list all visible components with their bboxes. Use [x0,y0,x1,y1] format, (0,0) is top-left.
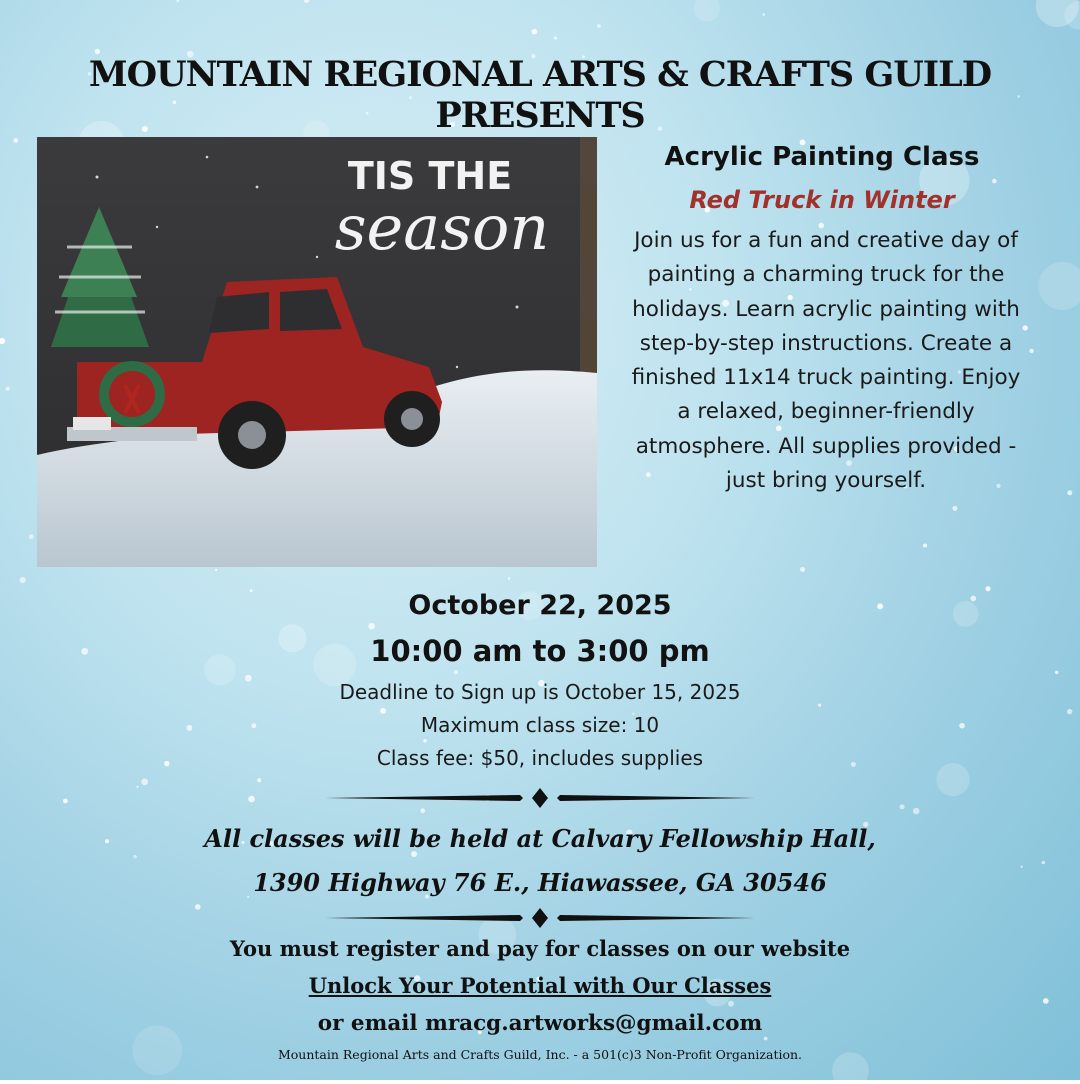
bokeh-snow-dot [133,855,136,858]
bokeh-snow-dot [959,723,965,729]
registration-note: You must register and pay for classes on our website [229,936,851,961]
bokeh-snow-dot [800,567,805,572]
bokeh-snow-dot [1029,349,1033,353]
class-fee: Class fee: $50, includes supplies [376,746,704,770]
bokeh-snow-dot [257,778,261,782]
bokeh-snow-dot [20,577,26,583]
bokeh-snow-dot [1021,866,1023,868]
bokeh-snow-dot [204,654,235,685]
bokeh-snow-dot [0,338,5,344]
bokeh-snow-dot [29,534,34,539]
bokeh-snow-dot [952,506,957,511]
max-class-size: Maximum class size: 10 [420,713,660,737]
headline: MOUNTAIN REGIONAL ARTS & CRAFTS GUILD PRESENTS [88,54,992,136]
bokeh-snow-dot [900,804,905,809]
bokeh-snow-dot [164,761,169,766]
bokeh-snow-dot [1043,998,1049,1004]
contact-email[interactable]: or email mracg.artworks@gmail.com [317,1011,763,1036]
ornamental-divider [325,906,755,930]
bokeh-snow-dot [953,601,979,627]
bokeh-snow-dot [215,569,217,571]
bokeh-snow-dot [923,544,927,548]
bokeh-snow-dot [81,648,88,655]
bokeh-snow-dot [304,0,310,3]
bokeh-snow-dot [195,904,201,910]
bokeh-snow-dot [851,762,856,767]
bokeh-snow-dot [913,808,920,815]
bokeh-snow-dot [6,387,10,391]
bokeh-snow-dot [597,24,601,28]
bokeh-snow-dot [970,596,976,602]
painting-text-top: TIS THE [347,154,513,198]
bokeh-snow-dot [454,670,458,674]
bokeh-snow-dot [877,603,883,609]
bokeh-snow-dot [992,179,997,184]
bokeh-snow-dot [1067,490,1072,495]
bokeh-snow-dot [1038,262,1080,310]
bokeh-snow-dot [1042,861,1045,864]
bokeh-snow-dot [1067,709,1072,714]
course-title: Acrylic Painting Class [664,142,980,172]
bokeh-snow-dot [186,725,192,731]
bokeh-snow-dot [14,138,19,143]
bokeh-snow-dot [728,1001,734,1007]
bokeh-snow-dot [554,37,557,40]
bokeh-snow-dot [763,13,766,16]
bokeh-snow-dot [694,0,721,22]
signup-deadline: Deadline to Sign up is October 15, 2025 [339,680,741,704]
venue-line-1: All classes will be held at Calvary Fellowship Hall, [204,824,876,853]
venue-address: 1390 Highway 76 E., Hiawassee, GA 30546 [253,868,827,897]
bokeh-snow-dot [105,839,109,843]
bokeh-snow-dot [1055,671,1058,674]
bokeh-snow-dot [936,763,969,796]
bokeh-snow-dot [368,623,374,629]
course-subtitle: Red Truck in Winter [689,186,955,214]
bokeh-snow-dot [423,739,426,742]
footer-nonprofit-note: Mountain Regional Arts and Crafts Guild, Inc. - a 501(c)3 Non-Profit Organization. [277,1047,803,1062]
bokeh-snow-dot [136,786,138,788]
bokeh-snow-dot [177,0,179,2]
bokeh-snow-dot [532,29,538,35]
class-time: 10:00 am to 3:00 pm [370,634,710,668]
class-date: October 22, 2025 [408,590,672,621]
ornamental-divider [325,786,755,810]
course-description: Join us for a fun and creative day of painting a charming truck for the holidays. Learn acrylic painting with step-by-step instructions. Create a finished 11x14 truck painting. Enjoy a relaxed, beginner-friendly atmosphere. All supplies provided - just bring yourself. [631,228,1021,494]
bokeh-snow-dot [508,577,510,579]
bokeh-snow-dot [1022,325,1027,330]
bokeh-snow-dot [248,796,255,803]
red-truck-painting [37,137,597,567]
bokeh-snow-dot [985,586,990,591]
painting-text-script: season [334,191,550,264]
bokeh-snow-dot [141,779,148,786]
bokeh-snow-dot [63,799,68,804]
classes-link[interactable]: Unlock Your Potential with Our Classes [308,973,772,998]
bokeh-snow-dot [764,1037,768,1041]
